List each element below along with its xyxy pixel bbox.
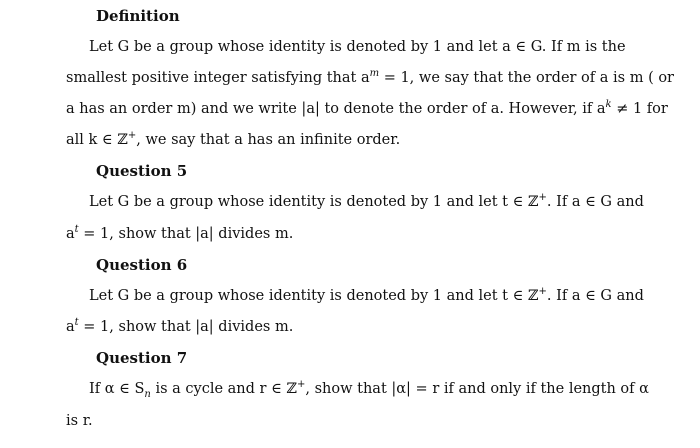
question-7-line-1: If α ∈ $S_n$ is a cycle and r ∈ ℤ+, show that |α| = r if and only if the length of α — [89, 379, 649, 400]
question-7-line-2: is r. — [66, 413, 93, 429]
question-6-line-1: Let G be a group whose identity is denoted by 1 and let t ∈ ℤ+. If a ∈ G and — [89, 286, 644, 304]
question-5-line-2: $a^t = 1$, show that |a| divides m. — [66, 224, 294, 242]
definition-line-2: smallest positive integer satisfying that $a^m = 1$, we say that the order of a is m ( or — [66, 68, 674, 86]
question-6-heading: Question 6 — [96, 256, 188, 274]
definition-line-3: a has an order m) and we write |a| to denote the order of a. However, if $a^k \ne 1$ for — [66, 99, 668, 117]
definition-heading: Definition — [96, 7, 180, 25]
definition-line-4: all k ∈ ℤ+, we say that a has an infinite order. — [66, 130, 401, 148]
question-7-heading: Question 7 — [96, 349, 188, 367]
question-5-heading: Question 5 — [96, 162, 188, 180]
definition-line-1: Let G be a group whose identity is denoted by 1 and let a ∈ G. If m is the — [89, 39, 626, 55]
question-6-line-2: $a^t = 1$, show that |a| divides m. — [66, 317, 294, 335]
question-5-line-1: Let G be a group whose identity is denoted by 1 and let t ∈ ℤ+. If a ∈ G and — [89, 192, 644, 210]
